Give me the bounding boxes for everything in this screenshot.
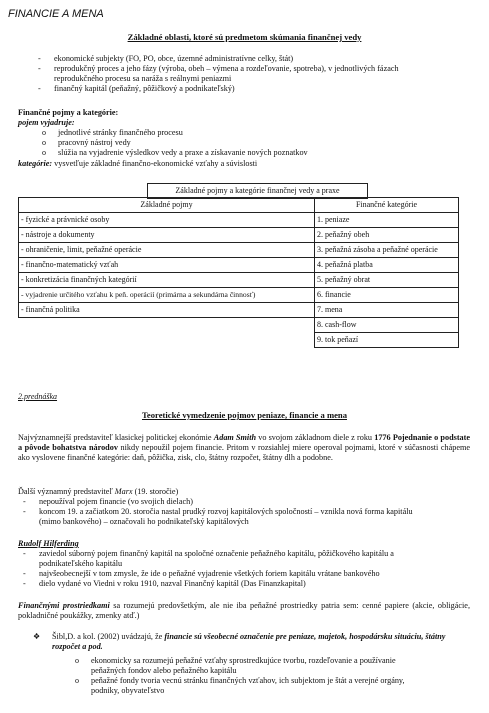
table-row: [19, 288, 459, 303]
table-cell: - finančná politika: [19, 303, 315, 318]
table-cell: 4. peňažná platba: [315, 258, 459, 273]
list-item: o peňažné fondy tvoria vecnú stránku finančných vzťahov, ich subjektom je štát a verejné orgány,: [71, 676, 481, 686]
list-item-continued: podnikateľského kapitálu: [39, 559, 123, 568]
table-cell: - finančno-matematický vzťah: [19, 258, 315, 273]
table-row: [19, 303, 459, 318]
table-cell: 2. peňažný obeh: [315, 228, 459, 243]
list-item: - ekonomické subjekty (FO, PO, obce, územné administratívne celky, štát): [34, 54, 479, 64]
categories-label: kategórie:: [18, 159, 53, 168]
table-header-row: [19, 198, 459, 213]
subject-areas-list: [34, 54, 479, 94]
table-cell: - konkretizácia finančných kategórií: [19, 273, 315, 288]
hilferding-list-2: [19, 569, 479, 589]
year: 1776: [374, 433, 391, 442]
text: vo svojom základnom diele z roku: [256, 433, 375, 442]
table-cell: 6. financie: [315, 288, 459, 303]
financial-means-paragraph: [18, 601, 470, 621]
list-item: - zaviedol súborný pojem finančný kapitál na spoločné označenie peňažného kapitálu, pôžičkového kapitálu a: [19, 549, 479, 559]
financial-means-term: Finančnými prostriedkami: [18, 601, 110, 610]
list-item: o ekonomicky sa rozumejú peňažné vzťahy sprostredkujúce tvorbu, rozdeľovanie a používanie: [71, 656, 481, 666]
smith-paragraph: [18, 433, 470, 463]
sibl-definition: financie sú všeobecné označenie pre peniaze, majetok, hospodársku situáciu, štátny rozpočet a pod.: [52, 632, 446, 651]
text: Najvýznamnejší predstaviteľ klasickej politickej ekonómie: [18, 433, 214, 442]
list-item: - najvšeobecnejší v tom zmysle, že ide o peňažné vyjadrenie všetkých foriem kapitálu vrátane bankového: [19, 569, 479, 579]
text: nikdy nepoužil pojem financie. Pritom v rozsiahlej miere operoval pojmami, ktoré v súčasnosti chápeme ako vyslovene finančné kategórie: daň, pôžička, zisk, clo, štátny rozpočet, štátny dlh a podobne.: [18, 443, 470, 462]
section2-title: Teoretické vymedzenie pojmov peniaze, financie a mena: [141, 410, 348, 420]
list-item-continued: reprodukčného procesu sa naráža s reálnymi peniazmi: [54, 74, 232, 83]
list-item: o jednotlivé stránky finančného procesu: [38, 128, 308, 138]
table-cell: - nástroje a dokumenty: [19, 228, 315, 243]
list-item-continued: peňažných fondov alebo peňažného kapitálu: [91, 666, 237, 675]
table-cell: 8. cash-flow: [315, 318, 459, 333]
table-row: [19, 318, 459, 333]
book-title: Pojednanie o podstate a pôvode bohatstva národov: [18, 433, 470, 452]
list-item: - reprodukčný proces a jeho fázy (výroba, obeh – výmena a rozdeľovanie, spotreba), v jednotlivých fázach: [34, 64, 479, 74]
list-item-continued: (mimo bankového) – označovali ho podnikateľský kapitálových: [39, 517, 249, 526]
diamond-bullet-icon: ❖: [33, 632, 41, 641]
table-cell: 1. peniaze: [315, 213, 459, 228]
smith-name: Adam Smith: [213, 433, 257, 442]
table-row: [19, 333, 459, 348]
concepts-table: [18, 197, 459, 348]
marx-list: [19, 497, 479, 517]
hilferding-list: [19, 549, 479, 559]
categories-text: vysvetľuje základné finančno-ekonomické vzťahy a súvislosti: [52, 159, 258, 168]
header-title: FINANCIE A MENA: [8, 8, 104, 20]
list-item: - nepoužíval pojem financie (vo svojich dielach): [19, 497, 479, 507]
table-cell: - ohraničenie, limit, peňažné operácie: [19, 243, 315, 258]
table-row: [19, 243, 459, 258]
table-caption: Základné pojmy a kategórie finančnej vedy a praxe: [147, 183, 368, 199]
marx-name: Marx: [114, 487, 133, 496]
list-item: o pracovný nástroj vedy: [38, 138, 308, 148]
text: Šibl,D. a kol. (2002) uvádzajú, že: [52, 632, 165, 641]
concept-label: pojem vyjadruje:: [18, 118, 75, 127]
text: sa rozumejú predovšetkým, ale nie iba peňažné prostriedky patria sem: cenné papiere (akcie, obligácie, pokladničné poukážky, zmenky atď.): [18, 601, 470, 620]
concept-list: [38, 128, 308, 158]
lecture-label: 2.prednáška: [18, 392, 58, 401]
table-row: [19, 273, 459, 288]
list-item: - finančný kapitál (peňažný, pôžičkový a podnikateľský): [34, 84, 479, 94]
list-item-continued: podniky, obyvateľstvo: [91, 686, 165, 695]
text: (19. storočie): [132, 487, 179, 496]
table-cell: 9. tok peňazí: [315, 333, 459, 348]
table-cell-empty: [19, 318, 315, 333]
sibl-paragraph: [52, 632, 472, 652]
list-item: - koncom 19. a začiatkom 20. storočia nastal prudký rozvoj kapitálových spoločností – vznikla nová forma kapitálu: [19, 507, 479, 517]
table-cell: 7. mena: [315, 303, 459, 318]
table-row: [19, 258, 459, 273]
hilferding-heading: Rudolf Hilferding: [18, 539, 79, 548]
table-cell: - fyzické a právnické osoby: [19, 213, 315, 228]
sibl-list: [71, 656, 481, 696]
marx-line: [18, 487, 178, 497]
table-cell: 3. peňažná zásoba a peňažné operácie: [315, 243, 459, 258]
concepts-heading: Finančné pojmy a kategórie:: [18, 108, 119, 117]
list-item: - dielo vydané vo Viedni v roku 1910, nazval Finančný kapitál (Das Finanzkapital): [19, 579, 479, 589]
table-row: [19, 213, 459, 228]
table-cell: 5. peňažný obrat: [315, 273, 459, 288]
text: Ďalší významný predstaviteľ: [18, 487, 115, 496]
categories-line: [18, 159, 257, 169]
table-row: [19, 228, 459, 243]
list-item: o slúžia na vyjadrenie výsledkov vedy a praxe a získavanie nových poznatkov: [38, 148, 308, 158]
table-header-cell: Základné pojmy: [19, 198, 315, 213]
table-header-cell: Finančné kategórie: [315, 198, 459, 213]
table-cell: - vyjadrenie určitého vzťahu k peň. operácií (primárna a sekundárna činnosť): [19, 288, 315, 303]
section1-title: Základné oblasti, ktoré sú predmetom skúmania finančnej vedy: [127, 32, 362, 42]
table-cell-empty: [19, 333, 315, 348]
